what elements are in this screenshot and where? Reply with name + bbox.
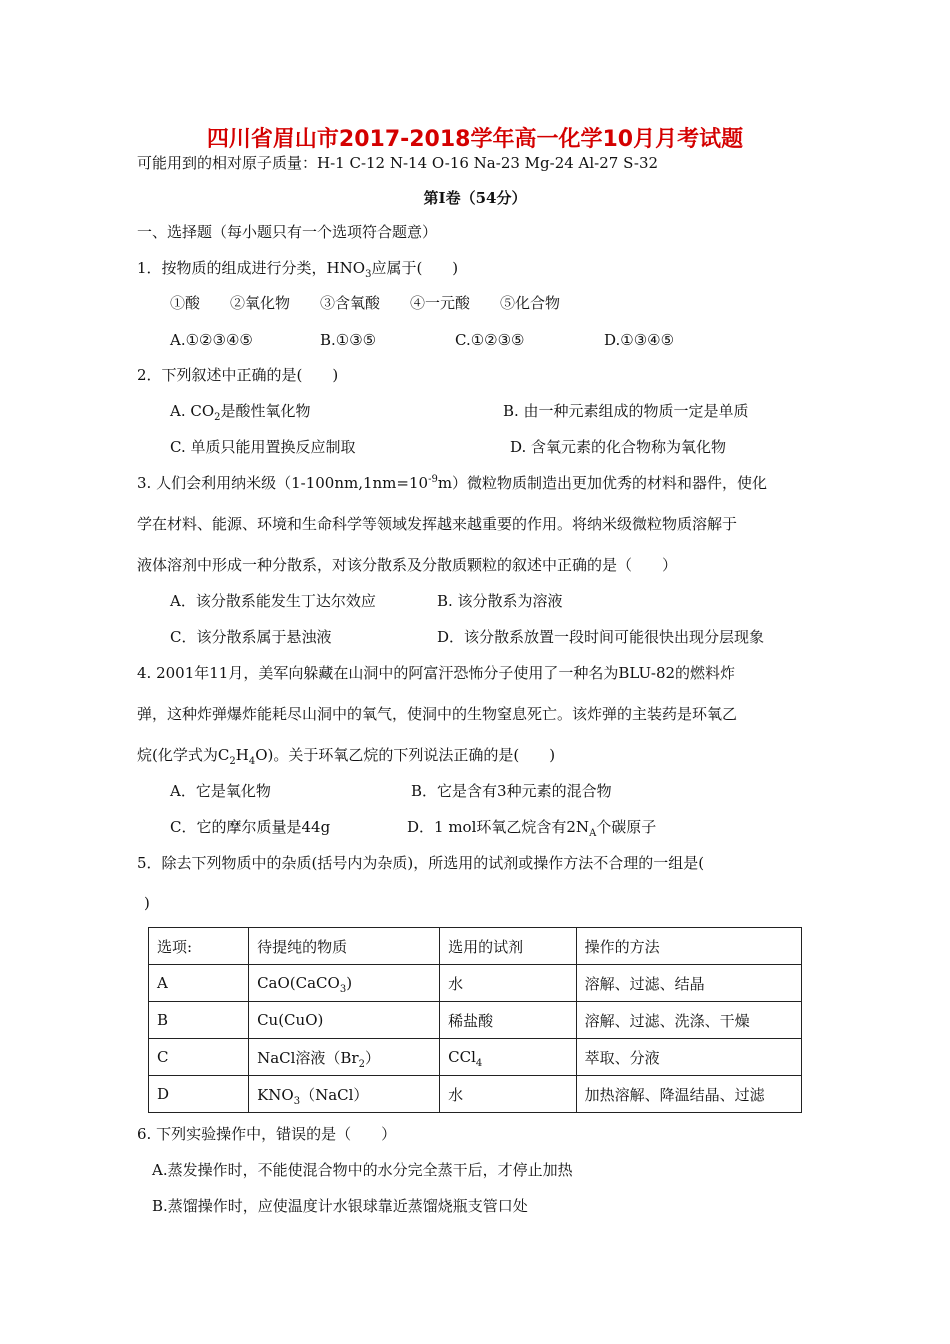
question-3-line-3: 液体溶剂中形成一种分散系，对该分散系及分散质颗粒的叙述中正确的是（ ） bbox=[137, 556, 678, 574]
question-6-option-a: A.蒸发操作时，不能使混合物中的水分完全蒸干后，才停止加热 bbox=[152, 1161, 573, 1179]
question-3-option-a: A．该分散系能发生丁达尔效应 bbox=[170, 592, 376, 610]
method-cell: 加热溶解、降温结晶、过滤 bbox=[576, 1076, 801, 1113]
question-4-option-b: B．它是含有3种元素的混合物 bbox=[411, 782, 612, 800]
part-heading: 一、选择题（每小题只有一个选项符合题意） bbox=[137, 223, 438, 241]
option-cell: B bbox=[149, 1002, 249, 1039]
question-4-option-d: D．1 mol环氧乙烷含有$2N_A$个碳原子 bbox=[407, 818, 657, 839]
question-1-option-d: D.①③④⑤ bbox=[604, 331, 675, 349]
reagent-cell: 水 bbox=[440, 1076, 576, 1113]
table-row bbox=[149, 965, 802, 1002]
question-2-stem: 2．下列叙述中正确的是( ) bbox=[137, 366, 339, 384]
question-4-line-1: 4. 2001年11月，美军向躲藏在山洞中的阿富汗恐怖分子使用了一种名为BLU-82的燃料炸 bbox=[137, 664, 736, 682]
option-cell: C bbox=[149, 1039, 249, 1076]
question-1-option-c: C.①②③⑤ bbox=[455, 331, 525, 349]
question-4-option-a: A．它是氧化物 bbox=[170, 782, 271, 800]
question-2-option-c: C. 单质只能用置换反应制取 bbox=[170, 438, 356, 456]
question-3-line-1: 3. 人们会利用纳米级$(1-100nm,1nm=10^{-9}m)$微粒物质制造出更加优秀的材料和器件，使化 bbox=[137, 474, 768, 492]
question-5-line-2: ) bbox=[144, 894, 150, 912]
header-cell: 操作的方法 bbox=[576, 928, 801, 965]
method-cell: 溶解、过滤、洗涤、干燥 bbox=[576, 1002, 801, 1039]
question-1-option-a: A.①②③④⑤ bbox=[170, 331, 253, 349]
question-4-line-2: 弹，这种炸弹爆炸能耗尽山洞中的氧气，使洞中的生物窒息死亡。该炸弹的主装药是环氧乙 bbox=[137, 705, 738, 723]
question-4-line-3: 烷(化学式为$C_2H_4O$)。关于环氧乙烷的下列说法正确的是( ) bbox=[137, 746, 556, 767]
question-3-option-b: B. 该分散系为溶液 bbox=[437, 592, 563, 610]
question-1-stem: 1．按物质的组成进行分类，$HNO_3$应属于( ) bbox=[137, 259, 459, 280]
substance-cell: Cu(CuO) bbox=[249, 1002, 440, 1039]
table-row bbox=[149, 1039, 802, 1076]
question-6-stem: 6. 下列实验操作中，错误的是（ ） bbox=[137, 1125, 397, 1143]
option-cell: A bbox=[149, 965, 249, 1002]
header-cell: 选用的试剂 bbox=[440, 928, 576, 965]
question-2-option-a: A. $CO_2$是酸性氧化物 bbox=[170, 402, 311, 423]
method-cell: 溶解、过滤、结晶 bbox=[576, 965, 801, 1002]
header-cell: 待提纯的物质 bbox=[249, 928, 440, 965]
purification-table bbox=[148, 927, 802, 1113]
question-6-option-b: B.蒸馏操作时，应使温度计水银球靠近蒸馏烧瓶支管口处 bbox=[152, 1197, 528, 1215]
section-heading: 第Ⅰ卷（54分） bbox=[423, 189, 527, 207]
option-cell: D bbox=[149, 1076, 249, 1113]
question-3-line-2: 学在材料、能源、环境和生命科学等领域发挥越来越重要的作用。将纳米级微粒物质溶解于 bbox=[137, 515, 738, 533]
table-row bbox=[149, 1076, 802, 1113]
substance-cell: NaCl溶液$(Br_2)$ bbox=[249, 1039, 440, 1076]
question-2-option-b: B. 由一种元素组成的物质一定是单质 bbox=[503, 402, 749, 420]
question-1-items: ①酸 ②氧化物 ③含氧酸 ④一元酸 ⑤化合物 bbox=[170, 294, 561, 312]
exam-title: 四川省眉山市2017-2018学年高一化学10月月考试题 bbox=[206, 127, 744, 152]
header-cell: 选项: bbox=[149, 928, 249, 965]
substance-cell: $KNO_3(NaCl)$ bbox=[249, 1076, 440, 1113]
method-cell: 萃取、分液 bbox=[576, 1039, 801, 1076]
question-4-option-c: C．它的摩尔质量是44g bbox=[170, 818, 331, 836]
question-3-option-d: D．该分散系放置一段时间可能很快出现分层现象 bbox=[437, 628, 765, 646]
substance-cell: CaO(CaCO$_3$) bbox=[249, 965, 440, 1002]
reagent-cell: 稀盐酸 bbox=[440, 1002, 576, 1039]
table-row bbox=[149, 1002, 802, 1039]
question-1-option-b: B.①③⑤ bbox=[320, 331, 377, 349]
reagent-cell: CCl$_4$ bbox=[440, 1039, 576, 1076]
question-3-option-c: C．该分散系属于悬浊液 bbox=[170, 628, 332, 646]
reagent-cell: 水 bbox=[440, 965, 576, 1002]
table-header-row bbox=[149, 928, 802, 965]
atomic-mass-line: 可能用到的相对原子质量：H-1 C-12 N-14 O-16 Na-23 Mg-24 Al-27 S-32 bbox=[137, 154, 659, 172]
question-5-line-1: 5．除去下列物质中的杂质(括号内为杂质)，所选用的试剂或操作方法不合理的一组是( bbox=[137, 854, 705, 872]
question-2-option-d: D. 含氧元素的化合物称为氧化物 bbox=[510, 438, 727, 456]
